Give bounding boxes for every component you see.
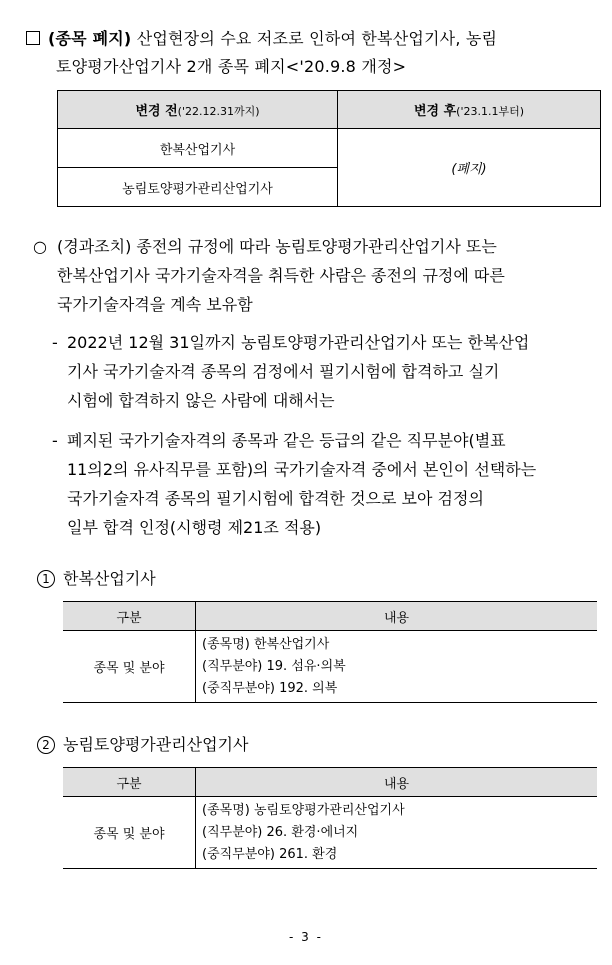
before-row-2: 농림토양평가관리산업기사 bbox=[58, 168, 338, 207]
list-item bbox=[52, 426, 536, 542]
s2-col-header-1: 구분 bbox=[63, 768, 196, 797]
s1-row-label: 종목 및 분야 bbox=[63, 631, 196, 703]
circled-number-2-icon: 2 bbox=[37, 736, 55, 754]
section-1-table bbox=[63, 601, 597, 703]
header-line-2: 토양평가산업기사 2개 종목 폐지<'20.9.8 개정> bbox=[56, 57, 407, 76]
s2-content bbox=[196, 797, 598, 869]
s2-col-header-2: 내용 bbox=[196, 768, 598, 797]
section-1-heading bbox=[37, 566, 156, 589]
section-2-table bbox=[63, 767, 597, 869]
s2-content-line-2: (직무분야) 26. 환경·에너지 bbox=[202, 824, 359, 840]
after-header bbox=[338, 91, 601, 129]
item-2-text-2: 11의2의 유사직무를 포함)의 국가기술자격 중에서 본인이 선택하는 bbox=[67, 460, 537, 479]
dash-bullet: - bbox=[52, 333, 58, 352]
list-item bbox=[52, 328, 529, 415]
s1-col-header-2: 내용 bbox=[196, 602, 598, 631]
s1-content-line-3: (중직무분야) 192. 의복 bbox=[202, 680, 338, 696]
item-1-text-3: 시험에 합격하지 않은 사람에 대해서는 bbox=[67, 391, 335, 410]
s2-content-line-3: (중직무분야) 261. 환경 bbox=[202, 846, 338, 862]
after-value: (폐지) bbox=[338, 129, 601, 207]
item-2-text-1: 폐지된 국가기술자격의 종목과 같은 등급의 같은 직무분야(별표 bbox=[67, 431, 506, 450]
section-2-title: 농림토양평가관리산업기사 bbox=[63, 735, 249, 754]
transition-text-1: 종전의 규정에 따라 농림토양평가관리산업기사 또는 bbox=[131, 237, 497, 256]
page-number: - 3 - bbox=[289, 930, 323, 944]
s2-content-line-1: (종목명) 농림토양평가관리산업기사 bbox=[202, 802, 405, 818]
s1-content-line-2: (직무분야) 19. 섬유·의복 bbox=[202, 658, 346, 674]
transition-text-3: 국가기술자격을 계속 보유함 bbox=[57, 295, 253, 314]
section-1-title: 한복산업기사 bbox=[63, 569, 156, 588]
item-2-text-4: 일부 합격 인정(시행령 제21조 적용) bbox=[67, 518, 322, 537]
s1-content-line-1: (종목명) 한복산업기사 bbox=[202, 636, 330, 652]
transition-title: (경과조치) bbox=[57, 237, 132, 256]
s2-row-label: 종목 및 분야 bbox=[63, 797, 196, 869]
s1-content bbox=[196, 631, 598, 703]
header-line-1 bbox=[26, 26, 497, 49]
transition-line-1 bbox=[33, 232, 505, 261]
item-2-line-1 bbox=[52, 426, 536, 455]
after-header-note: ('23.1.1부터) bbox=[456, 105, 525, 118]
header-prefix: (종목 폐지) bbox=[48, 29, 132, 48]
circled-number-1-icon: 1 bbox=[37, 570, 55, 588]
item-1-text-2: 기사 국가기술자격 종목의 검정에서 필기시험에 합격하고 실기 bbox=[67, 362, 500, 381]
before-header-note: ('22.12.31까지) bbox=[177, 105, 260, 118]
circle-bullet: ○ bbox=[33, 237, 47, 256]
s1-col-header-1: 구분 bbox=[63, 602, 196, 631]
item-1-text-1: 2022년 12월 31일까지 농림토양평가관리산업기사 또는 한복산업 bbox=[67, 333, 530, 352]
before-header-main: 변경 전 bbox=[135, 104, 178, 119]
after-header-main: 변경 후 bbox=[413, 104, 457, 119]
before-header bbox=[58, 91, 338, 129]
item-1-line-1 bbox=[52, 328, 529, 357]
checkbox-square-icon bbox=[26, 31, 40, 45]
dash-bullet: - bbox=[52, 431, 58, 450]
item-2-text-3: 국가기술자격 종목의 필기시험에 합격한 것으로 보아 검정의 bbox=[67, 489, 484, 508]
transition-text-2: 한복산업기사 국가기술자격을 취득한 사람은 종전의 규정에 따른 bbox=[57, 266, 505, 285]
header-text: 산업현장의 수요 저조로 인하여 한복산업기사, 농림 bbox=[131, 29, 498, 48]
transition-paragraph bbox=[33, 232, 505, 319]
section-2-heading bbox=[37, 732, 248, 755]
change-table bbox=[57, 90, 601, 207]
before-row-1: 한복산업기사 bbox=[58, 129, 338, 168]
